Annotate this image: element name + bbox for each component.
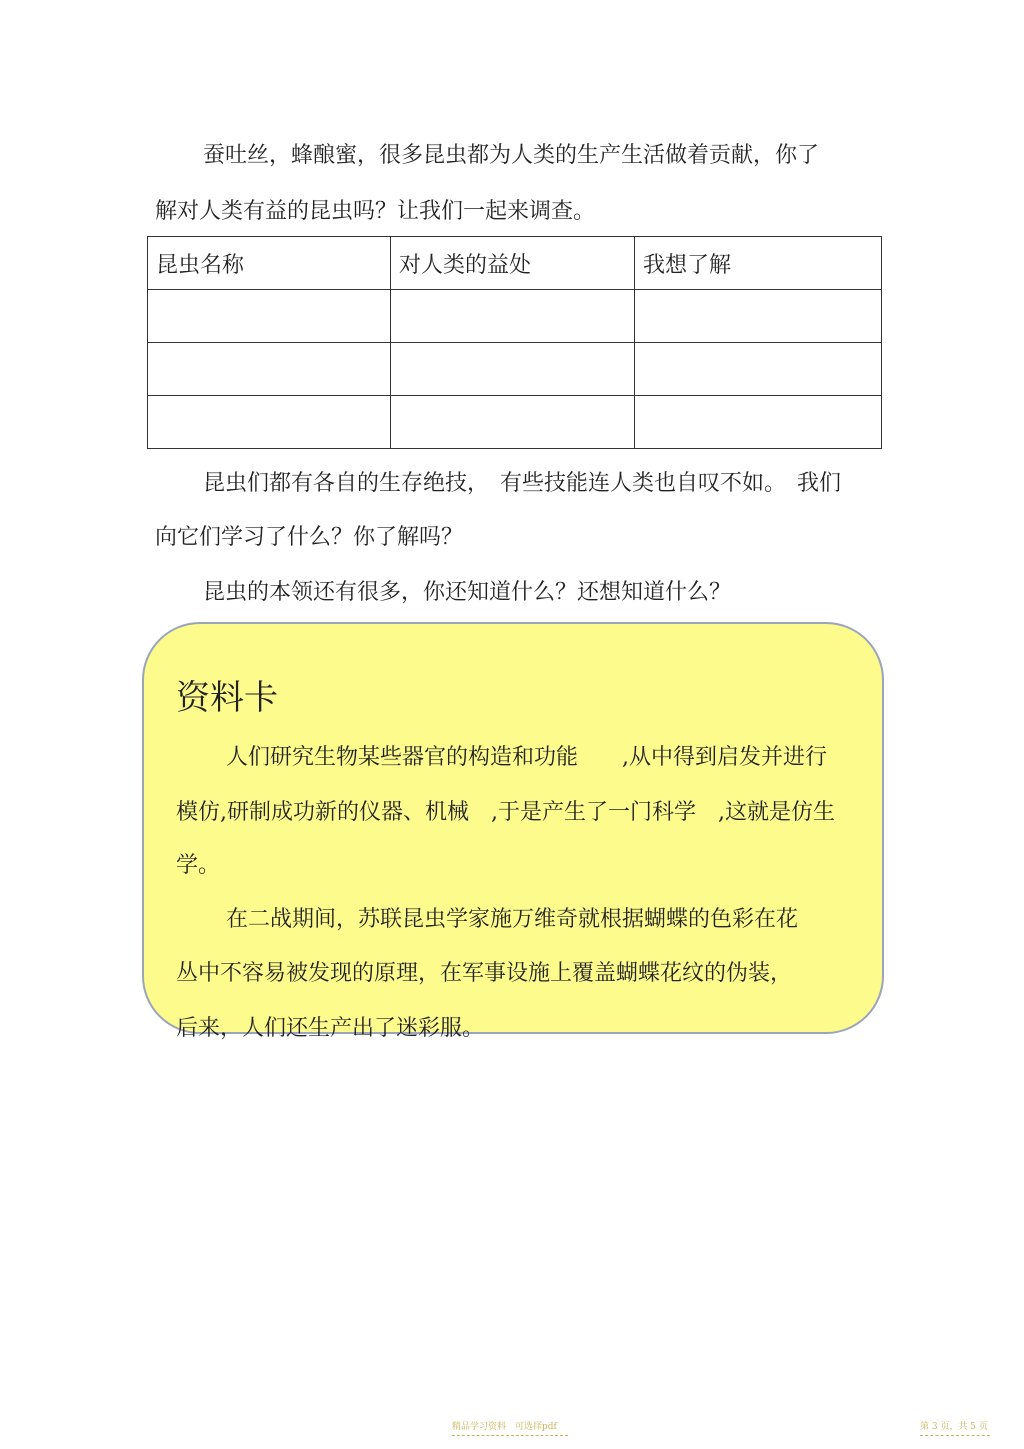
footer-watermark: 精品学习资料 可选择pdf [452, 1422, 557, 1432]
table-row [148, 396, 882, 449]
skills-line-1: 昆虫们都有各自的生存绝技， 有些技能连人类也自叹不如。 我们 [203, 471, 842, 496]
table-cell[interactable] [391, 396, 635, 449]
table-cell[interactable] [635, 290, 882, 343]
table-cell[interactable] [148, 290, 391, 343]
table-cell[interactable] [148, 343, 391, 396]
header-insect-name: 昆虫名称 [148, 237, 391, 290]
header-want-to-know: 我想了解 [635, 237, 882, 290]
table-row [148, 290, 882, 343]
page-number: 第 3 页，共 5 页 [920, 1422, 988, 1432]
footer-divider [452, 1435, 568, 1436]
table-cell[interactable] [148, 396, 391, 449]
info-card-text: 后来，人们还生产出了迷彩服。 [176, 1016, 485, 1041]
table-row [148, 343, 882, 396]
table-cell[interactable] [391, 343, 635, 396]
info-card-text: 丛中不容易被发现的原理，在军事设施上覆盖蝴蝶花纹的伪装， [176, 961, 793, 986]
info-card-text: 在二战期间，苏联昆虫学家施万维奇就根据蝴蝶的色彩在花 [226, 907, 799, 932]
table-header-row [148, 237, 882, 290]
skills-line-3: 昆虫的本领还有很多，你还知道什么？还想知道什么？ [203, 580, 732, 605]
info-card-text: 模仿,研制成功新的仪器、机械 ,于是产生了一门科学 ,这就是仿生 [176, 800, 835, 825]
skills-line-2: 向它们学习了什么？你了解吗？ [155, 525, 464, 550]
footer-divider [920, 1435, 990, 1436]
header-benefit: 对人类的益处 [391, 237, 635, 290]
intro-line-2: 解对人类有益的昆虫吗？让我们一起来调查。 [155, 199, 596, 224]
table-cell[interactable] [635, 343, 882, 396]
info-card-text: 人们研究生物某些器官的构造和功能 ,从中得到启发并进行 [226, 745, 827, 770]
info-card-text: 学。 [176, 853, 221, 878]
table-cell[interactable] [391, 290, 635, 343]
intro-line-1: 蚕吐丝，蜂酿蜜，很多昆虫都为人类的生产生活做着贡献，你了 [203, 143, 820, 168]
info-card-title: 资料卡 [176, 678, 278, 718]
table-cell[interactable] [635, 396, 882, 449]
insect-survey-table [147, 236, 882, 449]
